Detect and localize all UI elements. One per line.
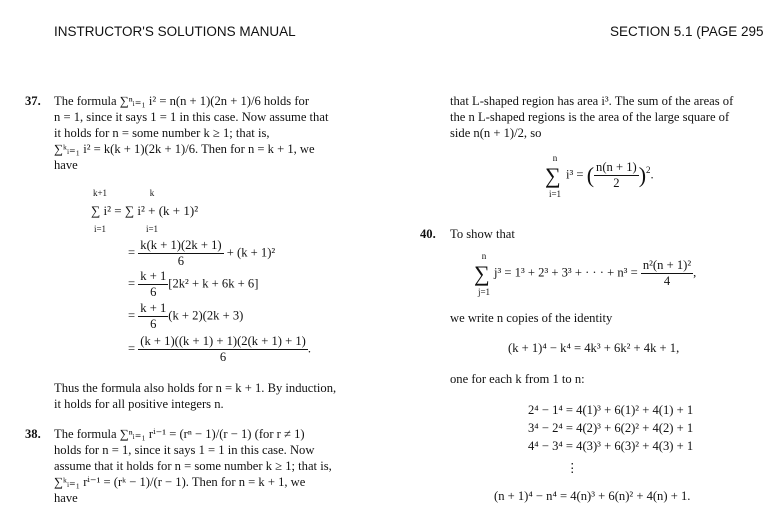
eq4-rest: (k + 2)(2k + 3) xyxy=(168,308,244,323)
p37-line-4: ∑ᵏᵢ₌₁ i² = k(k + 1)(2k + 1)/6. Then for n = k + 1, we xyxy=(54,142,315,156)
eq5-numerator: (k + 1)((k + 1) + 1)(2(k + 1) + 1) xyxy=(140,334,306,348)
sum2-lhs: j³ = 1³ + 2³ + 3³ + · · · + n³ = xyxy=(494,265,638,280)
p40-line-2: we write n copies of the identity xyxy=(450,311,613,325)
p38-line-1: The formula ∑ⁿᵢ₌₁ rⁱ⁻¹ = (rⁿ − 1)/(r − 1) (for r ≠ 1) xyxy=(54,427,305,441)
eq1-upper-limit-2: k xyxy=(149,188,155,198)
eq1-lower-limit-1: i=1 xyxy=(93,224,107,234)
p38-line-2: holds for n = 1, since it says 1 = 1 in this case. Now xyxy=(54,443,315,457)
sum1-numerator: n(n + 1) xyxy=(596,160,637,174)
eq4-numerator: k + 1 xyxy=(140,301,167,315)
identity-row-last: (n + 1)⁴ − n⁴ = 4(n)³ + 6(n)² + 4(n) + 1. xyxy=(494,489,691,503)
eq4-denominator: 6 xyxy=(150,317,157,331)
eq3-denominator: 6 xyxy=(150,285,157,299)
sum2-expression: j³ = 1³ + 2³ + 3³ + · · · + n³ = $\frac{\text{n²(n + 1)²}}{4}$ , xyxy=(494,258,697,288)
eq2-numerator: k(k + 1)(2k + 1) xyxy=(140,238,222,252)
p37-line-1: The formula ∑ⁿᵢ₌₁ i² = n(n + 1)(2n + 1)/6 holds for xyxy=(54,94,310,108)
eq2-rest: + (k + 1)² xyxy=(226,245,276,260)
sum2-denominator: 4 xyxy=(663,274,671,288)
problem-38-number: 38. xyxy=(25,427,41,441)
sum1-sigma: ∑ xyxy=(545,163,561,188)
sum2-lower-limit: j=1 xyxy=(477,287,491,297)
p37-line-2: n = 1, since it says 1 = 1 in this case. Now assume that xyxy=(54,110,329,124)
sum1-expression: i³ = ( $\frac{n(n + 1)}{2}$ )$^2$. xyxy=(566,160,654,190)
p37-conclusion-1: Thus the formula also holds for n = k + 1. By induction, xyxy=(54,381,337,395)
problem-40-number: 40. xyxy=(420,227,436,241)
running-header-right: SECTION 5.1 (PAGE 295 xyxy=(610,24,764,39)
eq4: = $\frac{k + 1}{6}$ (k + 2)(2k + 3) xyxy=(128,301,244,331)
eq2-denominator: 6 xyxy=(177,254,185,268)
sum2-numerator: n²(n + 1)² xyxy=(642,258,692,272)
sum1-lower-limit: i=1 xyxy=(548,189,562,199)
sum1-denominator: 2 xyxy=(613,176,620,190)
eq3-numerator: k + 1 xyxy=(140,269,167,283)
eq1-upper-limit-1: k+1 xyxy=(92,188,108,198)
p37-line-5: have xyxy=(54,158,78,172)
sum2-upper-limit: n xyxy=(481,251,487,261)
p37-conclusion-2: it holds for all positive integers n. xyxy=(54,397,224,411)
eq2: = $\frac{k(k + 1)(2k + 1)}{6}$ + (k + 1)² xyxy=(128,238,276,268)
right-line-3: side n(n + 1)/2, so xyxy=(450,126,542,140)
vertical-ellipsis: ⋮ xyxy=(566,461,579,475)
p38-line-3: assume that it holds for n = some number k ≥ 1; that is, xyxy=(54,459,332,473)
problem-37-number: 37. xyxy=(25,94,41,108)
identity-row-3: 4⁴ − 3⁴ = 4(3)³ + 6(3)² + 4(3) + 1 xyxy=(528,439,694,453)
identity-equation: (k + 1)⁴ − k⁴ = 4k³ + 6k² + 4k + 1, xyxy=(508,341,680,355)
eq1-lower-limit-2: i=1 xyxy=(145,224,159,234)
identity-row-2: 3⁴ − 2⁴ = 4(2)³ + 6(2)² + 4(2) + 1 xyxy=(528,421,694,435)
p37-line-3: it holds for n = some number k ≥ 1; that is, xyxy=(54,126,270,140)
sum1-upper-limit: n xyxy=(552,153,558,163)
p38-line-5: have xyxy=(54,491,78,505)
p38-line-4: ∑ᵏᵢ₌₁ rⁱ⁻¹ = (rᵏ − 1)/(r − 1). Then for n = k + 1, we xyxy=(54,475,306,489)
right-line-2: the n L-shaped regions is the area of the large square of xyxy=(450,110,730,124)
right-line-1: that L-shaped region has area i³. The sum of the areas of xyxy=(450,94,734,108)
sum2-sigma: ∑ xyxy=(474,261,490,286)
eq3-rest: [2k² + k + 6k + 6] xyxy=(168,276,259,291)
eq3: = $\frac{k + 1}{6}$ [2k² + k + 6k + 6] xyxy=(128,269,259,299)
running-header-left: INSTRUCTOR'S SOLUTIONS MANUAL xyxy=(54,24,296,39)
eq1-line: ∑ i² = ∑ i² + (k + 1)² xyxy=(91,203,199,218)
sum1-lhs: i³ = xyxy=(566,167,584,182)
identity-row-1: 2⁴ − 1⁴ = 4(1)³ + 6(1)² + 4(1) + 1 xyxy=(528,403,694,417)
p40-line-3: one for each k from 1 to n: xyxy=(450,372,585,386)
eq5-denominator: 6 xyxy=(219,350,227,364)
p40-line-1: To show that xyxy=(450,227,515,241)
eq5: = $\frac{(k + 1)((k + 1) + 1)(2(k + 1) + 1)}{6}$ . xyxy=(128,334,312,364)
